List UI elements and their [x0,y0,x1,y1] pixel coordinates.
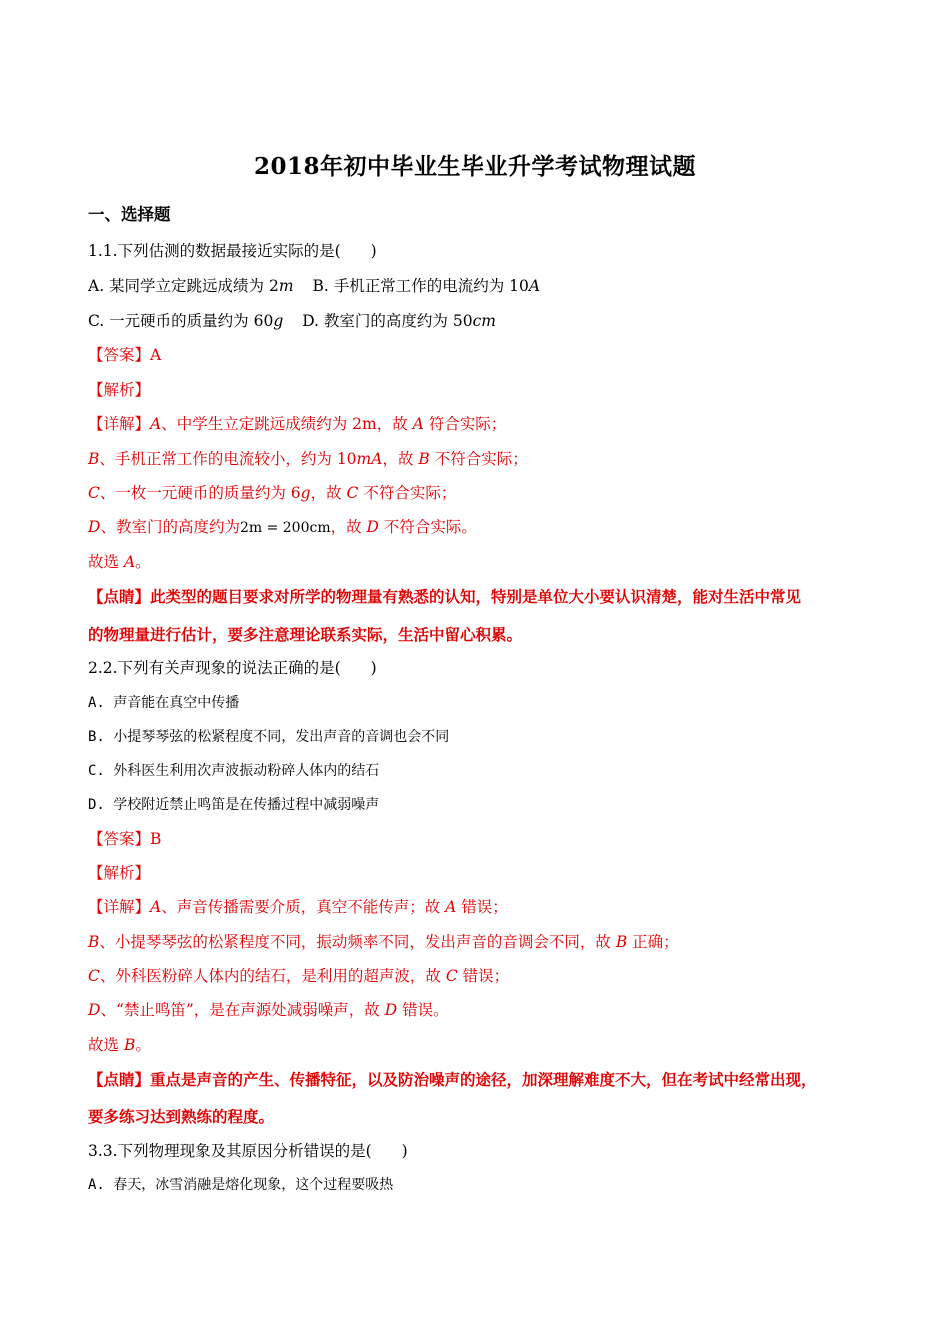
q2-option-d: D. 学校附近禁止鸣笛是在传播过程中减弱噪声 [88,797,380,813]
q2-option-c: C. 外科医生利用次声波振动粉碎人体内的结石 [88,763,380,779]
q2-detail-b: B、小提琴琴弦的松紧程度不同，振动频率不同，发出声音的音调会不同，故 B 正确； [88,933,679,951]
q1-detail-b: B、手机正常工作的电流较小，约为 10mA，故 B 不符合实际； [88,450,528,468]
q2-detail-c: C、外科医粉碎人体内的结石，是利用的超声波，故 C 错误； [88,967,510,985]
q2-tip-line-1: 【点睛】重点是声音的产生、传播特征，以及防治噪声的途径，加深理解难度不大，但在考试中经常出现， [88,1070,817,1089]
q1-choose: 故选 A。 [88,553,151,571]
page-title: 2018年初中毕业生毕业升学考试物理试题 [253,153,696,180]
q1-answer: 【答案】A [88,346,162,364]
q2-analysis-label: 【解析】 [88,864,151,882]
question-1-options-ab [88,276,540,296]
q1-detail-a: 【详解】A、中学生立定跳远成绩约为 2m，故 A 符合实际； [88,415,507,433]
q2-choose: 故选 B。 [88,1036,151,1054]
q3-option-a: A. 春天，冰雪消融是熔化现象，这个过程要吸热 [88,1177,394,1193]
q1-detail-d: D、教室门的高度约为2m = 200cm，故 D 不符合实际。 [88,518,477,536]
question-3-stem: 3.3.下列物理现象及其原因分析错误的是( ) [88,1142,408,1160]
q1-option-a: A. 某同学立定跳远成绩为 2m [88,277,294,295]
question-1-options-cd [88,311,496,331]
q1-detail-c: C、一枚一元硬币的质量约为 6g，故 C 不符合实际； [88,484,457,502]
q1-option-b: B. 手机正常工作的电流约为 10A [312,277,541,295]
question-2-stem: 2.2.下列有关声现象的说法正确的是( ) [88,659,377,677]
q1-option-d: D. 教室门的高度约为 50cm [302,312,496,330]
q1-tip-line-2: 的物理量进行估计，要多注意理论联系实际，生活中留心积累。 [88,625,523,644]
q1-analysis-label: 【解析】 [88,381,151,399]
q1-tip-line-1: 【点睛】此类型的题目要求对所学的物理量有熟悉的认知，特别是单位大小要认识清楚，能对生活中常见 [88,587,802,606]
q2-answer: 【答案】B [88,830,162,848]
q2-option-a: A. 声音能在真空中传播 [88,695,240,711]
q2-detail-a: 【详解】A、声音传播需要介质，真空不能传声；故 A 错误； [88,898,508,916]
q1-formula: 2m = 200cm [239,520,331,536]
q2-detail-d: D、“禁止鸣笛”，是在声源处减弱噪声，故 D 错误。 [88,1001,449,1019]
question-1-stem: 1.1.下列估测的数据最接近实际的是( ) [88,242,377,260]
section-heading: 一、选择题 [88,205,171,224]
q2-tip-line-2: 要多练习达到熟练的程度。 [88,1107,275,1126]
q1-option-c: C. 一元硬币的质量约为 60g [88,312,284,330]
q2-option-b: B. 小提琴琴弦的松紧程度不同，发出声音的音调也会不同 [88,729,450,745]
